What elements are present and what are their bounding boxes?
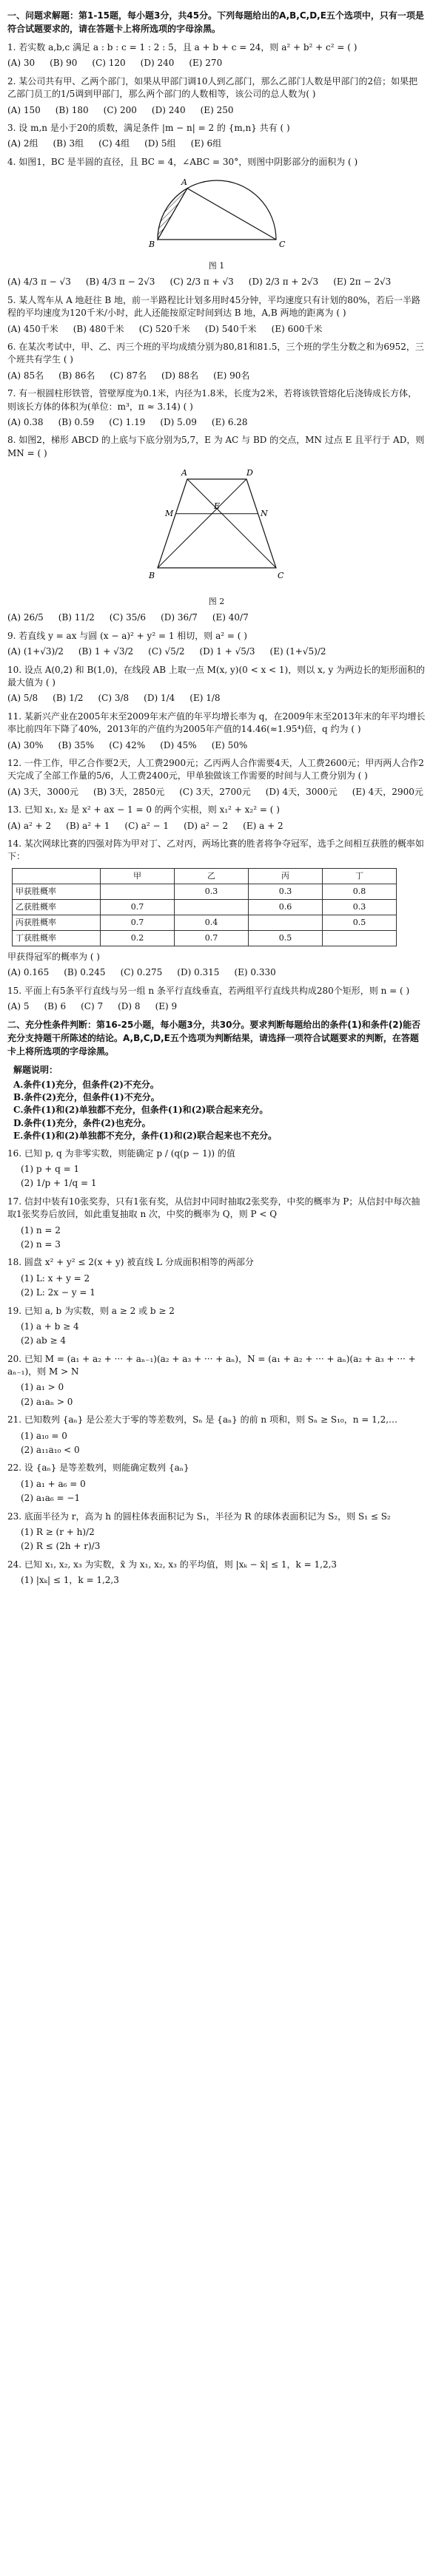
condition-2: (2) a₁a₆ = −1 [21, 1493, 81, 1504]
question-stem: 2. 某公司共有甲、乙两个部门，如果从甲部门调10人到乙部门，那么乙部门人数是甲部门的2倍；如果把乙部门员工的1/5调到甲部门，那么两个部门的人数相等，该公司的总人数为( ) [7, 75, 418, 100]
option-e: (E) 600千米 [271, 323, 323, 334]
options [7, 692, 426, 705]
table-cell: 0.3 [249, 884, 323, 899]
question-stem: 12. 一件工作，甲乙合作要2天，人工费2900元；乙丙两人合作需要4天，人工费2600元；甲丙两人合作2天完成了全部工作量的5/6，人工费2400元，甲单独做该工作需要的时间与人工费分别为 ( ) [7, 757, 424, 782]
options [7, 645, 426, 658]
question-7 [7, 387, 426, 429]
instruction-b: B.条件(2)充分，但条件(1)不充分。 [13, 1092, 160, 1103]
question-11 [7, 711, 426, 752]
option-c: (C) 42% [109, 739, 146, 750]
question-12 [7, 757, 426, 799]
option-c: (C) 3天，2700元 [179, 786, 251, 797]
table-cell: 甲获胜概率 [13, 884, 101, 899]
option-a: (A) (1+√3)/2 [7, 646, 64, 657]
condition-2: (2) n = 3 [21, 1238, 61, 1250]
option-e: (E) 4天，2900元 [352, 786, 423, 797]
option-c: (C) a² − 1 [124, 820, 169, 831]
option-e: (E) 1/8 [189, 693, 221, 704]
option-a: (A) a² + 2 [7, 820, 52, 831]
options [7, 1000, 426, 1013]
question-stem: 17. 信封中装有10张奖券，只有1张有奖，从信封中同时抽取2张奖券，中奖的概率为 P；从信封中每次抽取1张奖券后放回，如此重复抽取 n 次，中奖的概率为 Q，则 P < Q [7, 1196, 420, 1220]
option-e: (E) 6组 [190, 138, 222, 149]
options [7, 739, 426, 752]
instruction-e: E.条件(1)和(2)单独都不充分，条件(1)和(2)联合起来也不充分。 [13, 1131, 278, 1142]
option-a: (A) 0.38 [7, 416, 44, 427]
table-cell: 0.5 [323, 915, 397, 930]
option-a: (A) 3天，3000元 [7, 786, 79, 797]
table-header-cell: 丁 [323, 868, 397, 884]
question-10 [7, 664, 426, 705]
table-cell: 丁获胜概率 [13, 930, 101, 946]
table-cell: 乙获胜概率 [13, 899, 101, 915]
table-cell [249, 915, 323, 930]
point-c-label: C [277, 571, 283, 581]
question-stem: 18. 圆盘 x² + y² ≤ 2(x + y) 被直线 L 分成面积相等的两部分 [7, 1257, 254, 1268]
options [7, 416, 426, 429]
option-d: (D) 2/3 π + 2√3 [248, 277, 319, 288]
option-b: (B) 0.245 [64, 967, 106, 978]
options [7, 611, 426, 624]
option-b: (B) 4/3 π − 2√3 [85, 277, 155, 288]
question-followup: 甲获得冠军的概率为 ( ) [7, 951, 100, 962]
option-a: (A) 85名 [7, 370, 44, 381]
table-row [13, 884, 397, 899]
question-stem: 24. 已知 x₁, x₂, x₃ 为实数，x̄ 为 x₁, x₂, x₃ 的平均值，则 |xₖ − x̄| ≤ 1，k = 1,2,3 [7, 1559, 338, 1570]
question-1 [7, 41, 426, 70]
segment-ab [158, 189, 187, 240]
option-b: (B) a² + 1 [66, 820, 110, 831]
diagonal-ac [187, 479, 276, 568]
semicircle-outline [158, 180, 276, 240]
figure-caption: 图 2 [208, 596, 225, 606]
question-stem: 23. 底面半径为 r，高为 h 的圆柱体表面积记为 S₁，半径为 R 的球体表面积记为 S₂，则 S₁ ≤ S₂ [7, 1511, 391, 1522]
point-b-label: B [148, 240, 155, 250]
option-a: (A) 450千米 [7, 323, 58, 334]
option-b: (B) 1/2 [53, 693, 84, 704]
option-e: (E) 250 [200, 104, 234, 115]
question-stem: 20. 已知 M = (a₁ + a₂ + ··· + aₙ₋₁)(a₂ + a₃ + ··· + aₙ)，N = (a₁ + a₂ + ··· + aₙ)(a₂ + a₃ + ··· + aₙ₋₁)，则 M > N [7, 1353, 416, 1377]
option-d: (D) 8 [118, 1000, 141, 1011]
option-a: (A) 2组 [7, 138, 38, 149]
question-stem: 13. 已知 x₁, x₂ 是 x² + ax − 1 = 0 的两个实根，则 x₁² + x₂² = ( ) [7, 804, 280, 816]
option-b: (B) 6 [44, 1000, 67, 1011]
options [7, 820, 426, 833]
question-stem: 7. 有一根圆柱形铁管，管壁厚度为0.1米，内径为1.8米，长度为2米，若将该铁管熔化后浇铸成长方体，则该长方体的体积为(单位：m³，π ≈ 3.14) ( ) [7, 388, 417, 412]
option-b: (B) 86名 [58, 370, 95, 381]
options [7, 57, 426, 70]
instruction-d: D.条件(1)充分，条件(2)也充分。 [13, 1117, 151, 1128]
condition-1: (1) L: x + y = 2 [21, 1272, 90, 1284]
option-d: (D) 0.315 [177, 967, 220, 978]
question-stem: 5. 某人驾车从 A 地赶往 B 地，前一半路程比计划多用时45分钟，平均速度只有计划的80%，若后一半路程的平均速度为120千米/小时，此人还能按原定时间到达 B 地，A,B 两地的距离为 ( ) [7, 294, 420, 319]
option-e: (E) 0.330 [234, 967, 276, 978]
option-c: (C) 4组 [98, 138, 130, 149]
question-stem: 19. 已知 a, b 为实数，则 a ≥ 2 或 b ≥ 2 [7, 1305, 175, 1316]
options [7, 786, 426, 799]
option-e: (E) a + 2 [243, 820, 283, 831]
option-c: (C) 0.275 [120, 967, 163, 978]
figure-caption: 图 1 [208, 260, 225, 271]
option-d: (D) 5.09 [160, 416, 197, 427]
table-row [13, 899, 397, 915]
question-2 [7, 75, 426, 117]
condition-2: (2) 1/p + 1/q = 1 [21, 1178, 97, 1189]
option-a: (A) 5/8 [7, 693, 38, 704]
question-stem: 11. 某新兴产业在2005年末至2009年末产值的年平均增长率为 q，在2009年末至2013年末的年平均增长率比前四年下降了40%，2013年的产值约为2005年产值的14.46(≈1.95⁴)倍，q 约为 ( ) [7, 711, 426, 735]
condition-2: (2) R ≤ (2h + r)/3 [21, 1541, 101, 1552]
table-cell [101, 884, 175, 899]
question-6 [7, 341, 426, 382]
question-24 [7, 1559, 426, 1587]
question-4 [7, 156, 426, 289]
question-3 [7, 122, 426, 151]
table-header-cell: 丙 [249, 868, 323, 884]
options [7, 323, 426, 336]
option-e: (E) 40/7 [212, 612, 249, 623]
question-16 [7, 1148, 426, 1190]
condition-2: (2) L: 2x − y = 1 [21, 1287, 95, 1298]
option-b: (B) 35% [58, 739, 95, 750]
option-a: (A) 150 [7, 104, 41, 115]
table-cell [175, 899, 249, 915]
question-8 [7, 434, 426, 625]
option-b: (B) 480千米 [73, 323, 124, 334]
table-cell: 0.7 [101, 899, 175, 915]
point-b-label: B [148, 571, 155, 581]
table-cell: 0.8 [323, 884, 397, 899]
question-stem: 14. 某次网球比赛的四强对阵为甲对丁、乙对丙，两场比赛的胜者将争夺冠军，选手之间相互获胜的概率如下： [7, 838, 424, 862]
condition-1: (1) |xₖ| ≤ 1，k = 1,2,3 [21, 1575, 119, 1586]
figure-2 [7, 464, 426, 607]
options [7, 104, 426, 117]
option-d: (D) 88名 [161, 370, 199, 381]
condition-1: (1) a₁ > 0 [21, 1382, 64, 1393]
question-21 [7, 1414, 426, 1457]
table-row [13, 930, 397, 946]
option-c: (C) 200 [103, 104, 137, 115]
question-stem: 3. 设 m,n 是小于20的质数，满足条件 |m − n| = 2 的 {m,n} 共有 ( ) [7, 122, 290, 133]
semicircle-diagram [135, 173, 298, 254]
option-b: (B) 180 [55, 104, 89, 115]
diagonal-bd [158, 479, 246, 568]
options [7, 138, 426, 150]
instruction-c: C.条件(1)和(2)单独都不充分，但条件(1)和(2)联合起来充分。 [13, 1105, 269, 1116]
condition-1: (1) a₁ + a₆ = 0 [21, 1478, 86, 1489]
question-17 [7, 1196, 426, 1252]
instructions [13, 1079, 426, 1143]
condition-2: (2) a₁aₙ > 0 [21, 1396, 73, 1407]
point-d-label: D [246, 468, 253, 478]
option-c: (C) 120 [92, 58, 126, 69]
option-b: (B) 90 [50, 58, 78, 69]
table-cell: 0.5 [249, 930, 323, 946]
instructions-title: 解题说明： [13, 1065, 58, 1076]
option-d: (D) 240 [151, 104, 186, 115]
option-d: (D) 540千米 [204, 323, 257, 334]
option-b: (B) 1 + √3/2 [78, 646, 134, 657]
option-d: (D) 4天，3000元 [265, 786, 338, 797]
option-a: (A) 30% [7, 739, 44, 750]
option-a: (A) 5 [7, 1000, 30, 1011]
option-d: (D) 5组 [144, 138, 176, 149]
option-e: (E) 2π − 2√3 [333, 277, 392, 288]
option-a: (A) 26/5 [7, 612, 44, 623]
option-e: (E) 6.28 [211, 416, 248, 427]
options [7, 276, 426, 288]
condition-1: (1) a₁₀ = 0 [21, 1430, 67, 1441]
question-stem: 22. 设 {aₙ} 是等差数列，则能确定数列 {aₙ} [7, 1462, 189, 1474]
question-stem: 21. 已知数列 {aₙ} 是公差大于零的等差数列，Sₙ 是 {aₙ} 的前 n 项和，则 Sₙ ≥ S₁₀，n = 1,2,… [7, 1414, 398, 1426]
question-15 [7, 985, 426, 1014]
option-e: (E) 50% [211, 739, 248, 750]
condition-2: (2) ab ≥ 4 [21, 1335, 66, 1346]
question-stem: 1. 若实数 a,b,c 满足 a : b : c = 1 : 2 : 5，且 a + b + c = 24，则 a² + b² + c² = ( ) [7, 42, 358, 52]
point-a-label: A [181, 468, 187, 478]
table-cell: 0.3 [323, 899, 397, 915]
option-c: (C) 520千米 [138, 323, 190, 334]
question-stem: 6. 在某次考试中，甲、乙、丙三个班的平均成绩分别为80,81和81.5，三个班的学生分数之和为6952，三个班共有学生 ( ) [7, 342, 424, 365]
option-b: (B) 0.59 [58, 416, 95, 427]
point-n-label: N [260, 509, 268, 519]
table-cell [323, 930, 397, 946]
question-18 [7, 1256, 426, 1299]
option-a: (A) 0.165 [7, 967, 50, 978]
option-c: (C) 35/6 [109, 612, 147, 623]
option-d: (D) 1/4 [144, 693, 175, 704]
condition-1: (1) p + q = 1 [21, 1164, 80, 1175]
probability-table [12, 868, 397, 946]
segment-ac [187, 189, 276, 240]
question-stem: 15. 平面上有5条平行直线与另一组 n 条平行直线垂直，若两组平行直线共构成280个矩形，则 n = ( ) [7, 985, 410, 996]
table-header-row [13, 868, 397, 884]
option-d: (D) 36/7 [161, 612, 198, 623]
question-14 [7, 838, 426, 980]
option-d: (D) 240 [140, 58, 175, 69]
question-stem: 16. 已知 p, q 为非零实数，则能确定 p / (q(p − 1)) 的值 [7, 1148, 235, 1159]
question-stem: 4. 如图1，BC 是半圆的直径，且 BC = 4，∠ABC = 30°，则图中阴影部分的面积为 ( ) [7, 156, 358, 167]
table-cell: 0.7 [175, 930, 249, 946]
question-stem: 9. 若直线 y = ax 与圆 (x − a)² + y² = 1 相切，则 a² = ( ) [7, 630, 247, 641]
trapezoid-outline [158, 479, 276, 568]
options [7, 370, 426, 382]
question-5 [7, 294, 426, 336]
condition-1: (1) n = 2 [21, 1224, 61, 1236]
instruction-a: A.条件(1)充分，但条件(2)不充分。 [13, 1079, 159, 1090]
question-20 [7, 1353, 426, 1409]
table-cell: 0.7 [101, 915, 175, 930]
option-c: (C) √5/2 [148, 646, 185, 657]
question-stem: 8. 如图2，梯形 ABCD 的上底与下底分别为5,7，E 为 AC 与 BD 的交点，MN 过点 E 且平行于 AD，则 MN = ( ) [7, 435, 425, 458]
section-1-header: 一、问题求解题：第1-15题，每小题3分，共45分。下列每题给出的A,B,C,D,E五个选项中，只有一项是符合试题要求的，请在答题卡上将所选项的字母涂黑。 [7, 10, 424, 34]
figure-1 [7, 173, 426, 271]
option-d: (D) 1 + √5/3 [199, 646, 255, 657]
table-cell: 丙获胜概率 [13, 915, 101, 930]
option-e: (E) 270 [189, 58, 223, 69]
point-m-label: M [164, 509, 173, 519]
point-c-label: C [278, 240, 285, 250]
option-a: (A) 4/3 π − √3 [7, 277, 71, 288]
option-b: (B) 3组 [53, 138, 84, 149]
option-c: (C) 3/8 [98, 693, 130, 704]
table-header-cell [13, 868, 101, 884]
table-header-cell: 甲 [101, 868, 175, 884]
option-c: (C) 87名 [110, 370, 147, 381]
table-cell: 0.6 [249, 899, 323, 915]
question-23 [7, 1511, 426, 1553]
condition-1: (1) a + b ≥ 4 [21, 1321, 79, 1332]
option-b: (B) 11/2 [58, 612, 95, 623]
question-9 [7, 630, 426, 659]
section-2-header: 二、充分性条件判断：第16-25小题，每小题3分，共30分。要求判断每题给出的条件(1)和条件(2)能否充分支持题干所陈述的结论。A,B,C,D,E五个选项为判断结果，请选择一项符合试题要求的判断，在答题卡上将所选项的字母涂黑。 [7, 1020, 421, 1057]
question-stem: 10. 设点 A(0,2) 和 B(1,0)，在线段 AB 上取一点 M(x, y)(0 < x < 1)，则以 x, y 为两边长的矩形面积的最大值为 ( ) [7, 664, 426, 688]
option-b: (B) 3天，2850元 [93, 786, 165, 797]
table-cell: 0.2 [101, 930, 175, 946]
point-a-label: A [181, 177, 187, 188]
option-c: (C) 1.19 [109, 416, 146, 427]
trapezoid-diagram [128, 464, 306, 590]
options [7, 966, 426, 979]
option-d: (D) 45% [160, 739, 197, 750]
option-e: (E) 90名 [213, 370, 250, 381]
table-header-cell: 乙 [175, 868, 249, 884]
option-c: (C) 7 [81, 1000, 104, 1011]
question-22 [7, 1462, 426, 1505]
option-e: (E) 9 [155, 1000, 178, 1011]
question-19 [7, 1305, 426, 1348]
table-row [13, 915, 397, 930]
question-13 [7, 804, 426, 833]
table-cell: 0.3 [175, 884, 249, 899]
condition-1: (1) R ≥ (r + h)/2 [21, 1527, 95, 1537]
option-a: (A) 30 [7, 58, 36, 69]
condition-2: (2) a₁₁a₁₀ < 0 [21, 1445, 80, 1456]
option-d: (D) a² − 2 [184, 820, 229, 831]
option-c: (C) 2/3 π + √3 [169, 277, 234, 288]
option-e: (E) (1+√5)/2 [269, 646, 326, 657]
table-cell: 0.4 [175, 915, 249, 930]
point-e-label: E [213, 501, 220, 512]
